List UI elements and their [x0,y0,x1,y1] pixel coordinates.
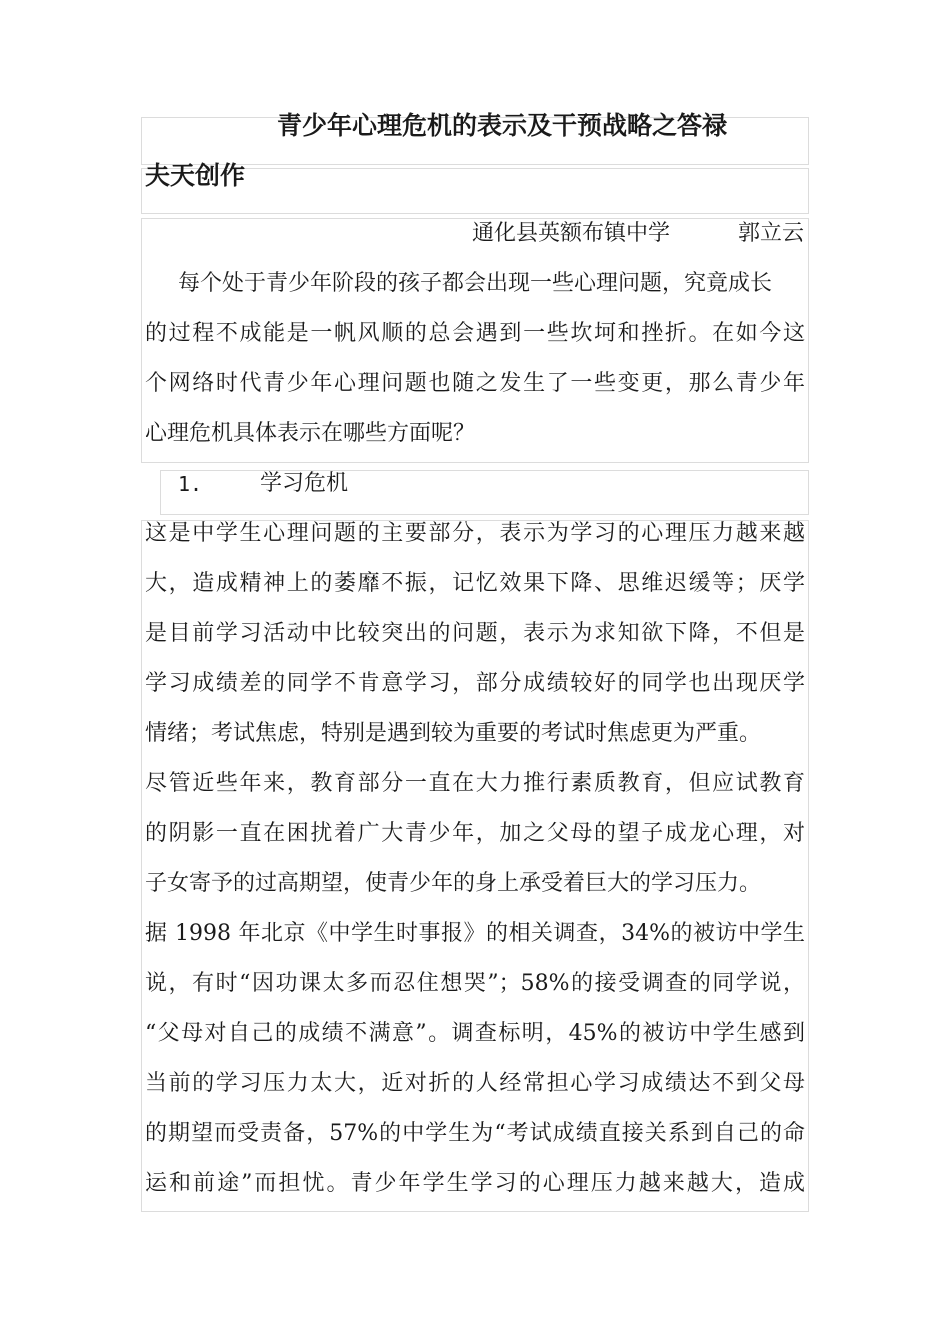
body-line: 学习成绩差的同学不肯意学习，部分成绩较好的同学也出现厌学 [145,671,805,696]
school-name: 通化县英额布镇中学 [472,221,671,246]
body-line: 运和前途”而担忧。青少年学生学习的心理压力越来越大，造成 [145,1171,805,1196]
intro-line: 的过程不成能是一帆风顺的总会遇到一些坎坷和挫折。在如今这 [145,321,805,346]
document-title: 青少年心理危机的表示及干预战略之答禄 [277,111,728,140]
body-line: 大，造成精神上的萎靡不振，记忆效果下降、思维迟缓等；厌学 [145,571,805,596]
document-title-continued: 夫天创作 [145,161,246,190]
body-line: 情绪；考试焦虑，特别是遇到较为重要的考试时焦虑更为严重。 [145,721,762,746]
intro-line: 每个处于青少年阶段的孩子都会出现一些心理问题，究竟成长 [178,271,773,296]
body-line: 子女寄予的过高期望，使青少年的身上承受着巨大的学习压力。 [145,871,762,896]
body-line: 尽管近些年来，教育部分一直在大力推行素质教育，但应试教育 [145,771,805,796]
body-line: 的期望而受责备，57%的中学生为“考试成绩直接关系到自己的命 [145,1121,805,1146]
intro-line: 个网络时代青少年心理问题也随之发生了一些变更，那么青少年 [145,371,805,396]
body-line: 的阴影一直在困扰着广大青少年，加之父母的望子成龙心理，对 [145,821,805,846]
body-line: 是目前学习活动中比较突出的问题，表示为求知欲下降，不但是 [145,621,805,646]
body-line: 当前的学习压力太大，近对折的人经常担心学习成绩达不到父母 [145,1071,805,1096]
section-number: 1. [178,472,203,496]
body-line: “父母对自己的成绩不满意”。调查标明，45%的被访中学生感到 [145,1021,805,1046]
body-line: 这是中学生心理问题的主要部分，表示为学习的心理压力越来越 [145,521,805,546]
body-line: 说，有时“因功课太多而忍住想哭”；58%的接受调查的同学说， [145,971,805,996]
intro-line: 心理危机具体表示在哪些方面呢？ [145,421,476,446]
frame-section-heading [160,470,809,515]
author-name: 郭立云 [738,221,805,246]
body-line: 据 1998 年北京《中学生时事报》的相关调查，34%的被访中学生 [145,921,805,946]
section-title: 学习危机 [260,471,349,496]
